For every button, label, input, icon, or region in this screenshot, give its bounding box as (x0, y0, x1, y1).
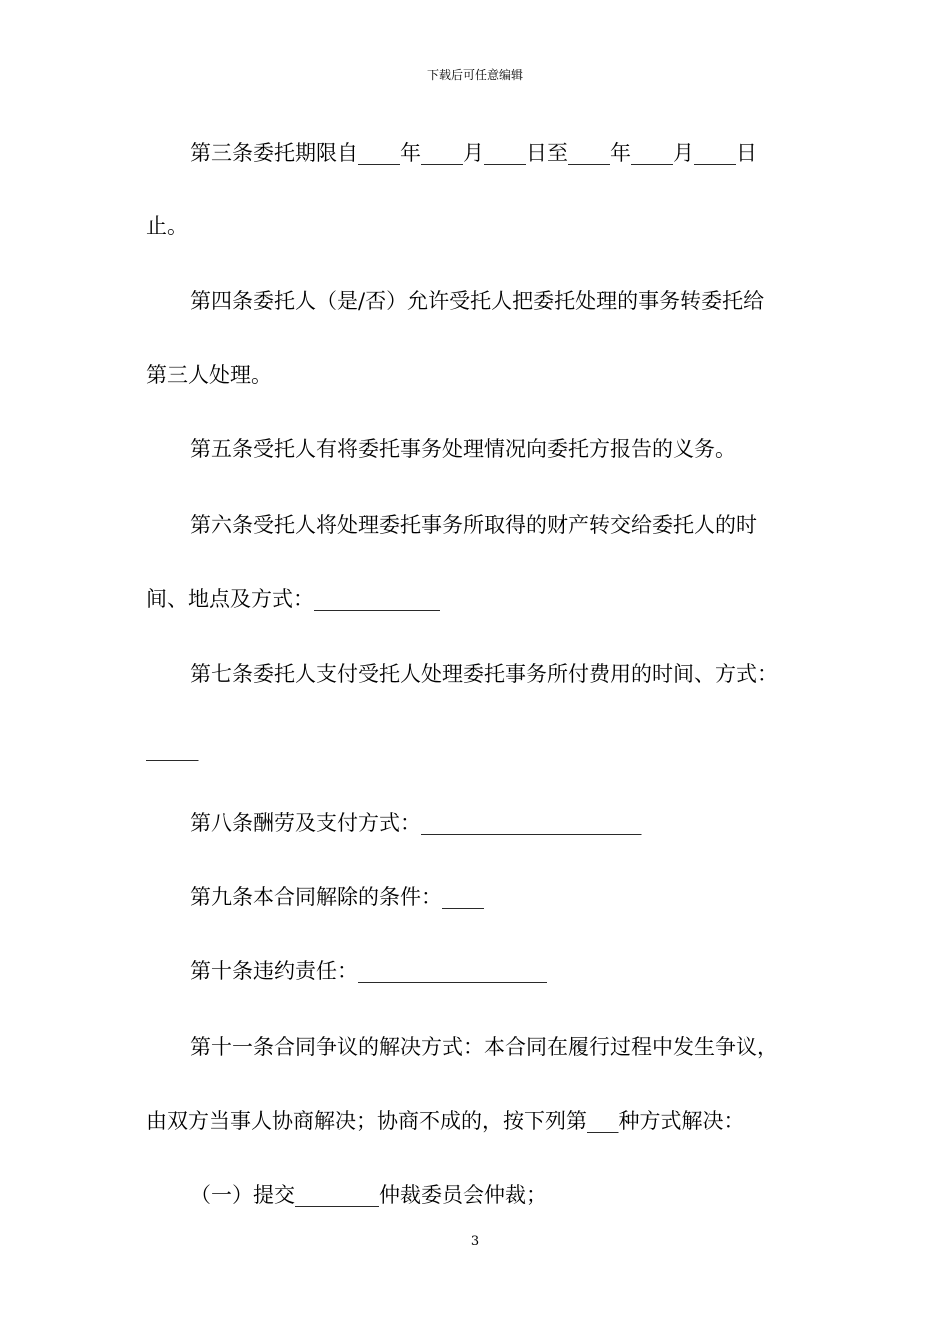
clause-4-line-2: 第三人处理。 (146, 363, 272, 387)
clause-3-line-1: 第三条委托期限自____年____月____日至____年____月____日 (190, 141, 757, 165)
page-header: 下载后可任意编辑 (426, 68, 523, 82)
clause-3-line-2: 止。 (146, 214, 188, 238)
clause-7-line-1: 第七条委托人支付受托人处理委托事务所付费用的时间、方式： (190, 662, 778, 686)
clause-4-line-1: 第四条委托人（是/否）允许受托人把委托处理的事务转委托给 (190, 289, 765, 313)
clause-11-line-1: 第十一条合同争议的解决方式：本合同在履行过程中发生争议， (190, 1035, 778, 1059)
clause-11-option-1: （一）提交________仲裁委员会仲裁； (190, 1183, 547, 1207)
clause-5: 第五条受托人有将委托事务处理情况向委托方报告的义务。 (190, 437, 736, 461)
clause-9: 第九条本合同解除的条件：____ (190, 885, 484, 909)
clause-10: 第十条违约责任：__________________ (190, 959, 547, 983)
page-number: 3 (470, 1234, 480, 1249)
clause-11-line-2: 由双方当事人协商解决；协商不成的，按下列第___种方式解决： (146, 1109, 745, 1133)
clause-6-line-1: 第六条受托人将处理委托事务所取得的财产转交给委托人的时 (190, 513, 757, 537)
clause-8: 第八条酬劳及支付方式：_____________________ (190, 811, 642, 835)
clause-6-line-2: 间、地点及方式：____________ (146, 587, 440, 611)
clause-7-line-2: _____ (146, 737, 199, 761)
